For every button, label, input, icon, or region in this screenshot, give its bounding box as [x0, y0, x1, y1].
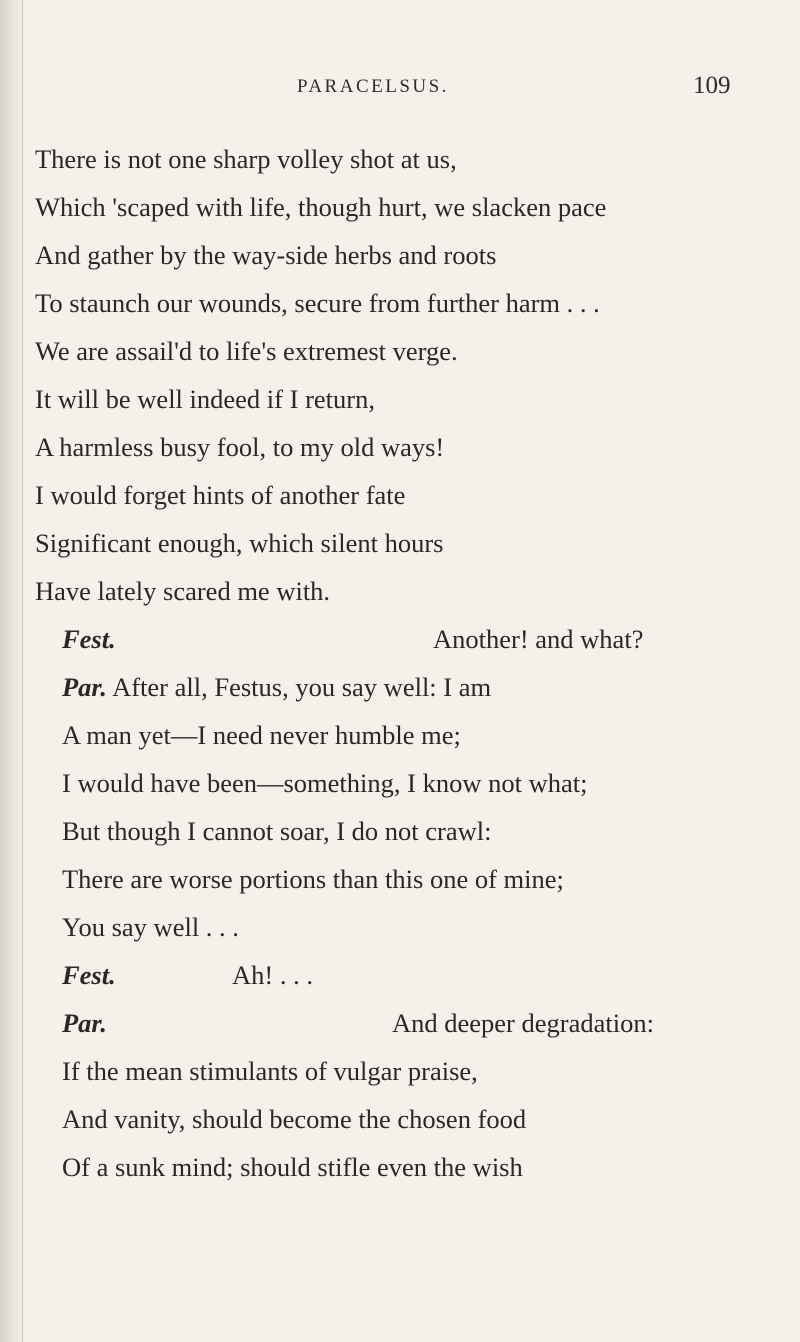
verse-line: There are worse portions than this one of mine;	[62, 864, 564, 894]
verse-line: Have lately scared me with.	[35, 576, 331, 606]
verse-line: It will be well indeed if I return,	[35, 384, 375, 414]
page-number: 109	[693, 72, 731, 99]
dialogue-text: Another! and what?	[433, 624, 644, 654]
running-head: PARACELSUS.	[297, 76, 449, 97]
verse-line: And gather by the way-side herbs and roots	[35, 240, 497, 270]
verse-line: Which 'scaped with life, though hurt, we slacken pace	[35, 192, 607, 222]
verse-line: But though I cannot soar, I do not crawl:	[62, 816, 492, 846]
dialogue-text: After all, Festus, you say well: I am	[112, 672, 492, 702]
dialogue-line-paracelsus	[62, 999, 742, 1047]
verse-line: You say well . . .	[62, 912, 239, 942]
verse-line: There is not one sharp volley shot at us,	[35, 144, 457, 174]
dialogue-line-festus	[62, 951, 742, 999]
page-header	[0, 72, 800, 112]
speaker-label: Fest.	[62, 624, 116, 654]
verse-line: A harmless busy fool, to my old ways!	[35, 432, 445, 462]
dialogue-line-festus	[62, 615, 742, 663]
verse-line: Significant enough, which silent hours	[35, 528, 444, 558]
speaker-label: Par.	[62, 1008, 107, 1038]
dialogue-line-paracelsus	[62, 663, 491, 711]
verse-line: I would have been—something, I know not what;	[62, 768, 588, 798]
speaker-label: Par.	[62, 672, 107, 702]
verse-line: We are assail'd to life's extremest verge.	[35, 336, 458, 366]
verse-line: Of a sunk mind; should stifle even the wish	[62, 1152, 523, 1182]
binding-edge	[22, 0, 23, 1342]
dialogue-text: And deeper degradation:	[392, 1008, 654, 1038]
verse-line: And vanity, should become the chosen food	[62, 1104, 527, 1134]
speaker-label: Fest.	[62, 960, 116, 990]
dialogue-text: Ah! . . .	[232, 960, 313, 990]
verse-line: If the mean stimulants of vulgar praise,	[62, 1056, 478, 1086]
verse-line: A man yet—I need never humble me;	[62, 720, 461, 750]
verse-line: I would forget hints of another fate	[35, 480, 406, 510]
verse-line: To staunch our wounds, secure from further harm . . .	[35, 288, 600, 318]
